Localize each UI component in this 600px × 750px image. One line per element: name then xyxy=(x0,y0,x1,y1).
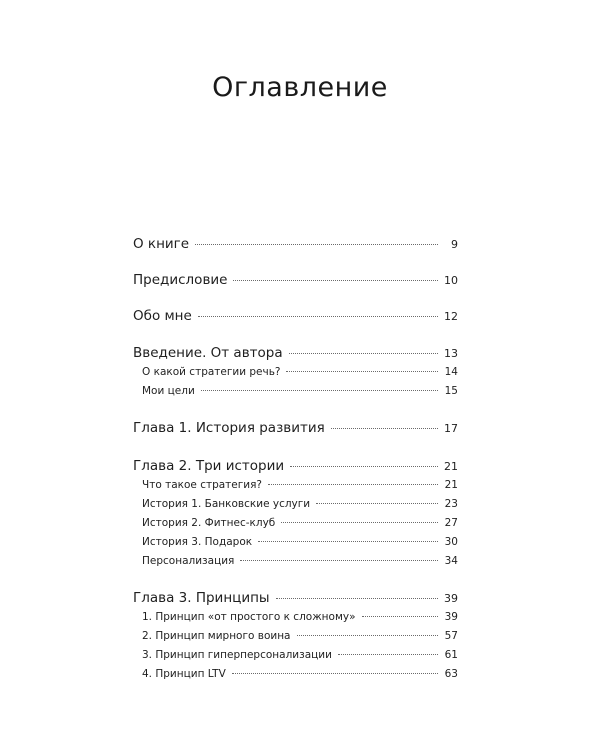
toc-subentry[interactable] xyxy=(142,517,458,529)
page-title: Оглавление xyxy=(212,72,388,103)
toc-subentry-label: 1. Принцип «от простого к сложному» xyxy=(142,611,356,623)
toc-subentry-page: 21 xyxy=(444,479,458,491)
dot-leader xyxy=(258,541,438,542)
toc-subentry-page: 39 xyxy=(444,611,458,623)
dot-leader xyxy=(289,353,438,354)
dot-leader xyxy=(286,371,438,372)
toc-entry[interactable] xyxy=(133,308,458,324)
toc-subentry-label: Персонализация xyxy=(142,555,235,567)
dot-leader xyxy=(232,673,438,674)
dot-leader xyxy=(268,484,438,485)
toc-subentry-label: Что такое стратегия? xyxy=(142,479,262,491)
toc-subentry[interactable] xyxy=(142,611,458,623)
toc-subentry[interactable] xyxy=(142,649,458,661)
toc-entry[interactable] xyxy=(133,345,458,361)
dot-leader xyxy=(290,466,438,467)
toc-subentry-label: История 1. Банковские услуги xyxy=(142,498,311,510)
dot-leader xyxy=(233,280,438,281)
toc-subentry-label: История 3. Подарок xyxy=(142,536,253,548)
toc-subentry-label: 3. Принцип гиперперсонализации xyxy=(142,649,332,661)
toc-subentry[interactable] xyxy=(142,498,458,510)
toc-subentry[interactable] xyxy=(142,555,458,567)
toc-subentry[interactable] xyxy=(142,366,458,378)
toc-subentry-label: 4. Принцип LTV xyxy=(142,668,226,680)
toc-entry-page: 39 xyxy=(444,592,458,605)
toc-entry-label: Глава 3. Принципы xyxy=(133,590,270,606)
toc-subentry-label: Мои цели xyxy=(142,385,195,397)
dot-leader xyxy=(316,503,438,504)
dot-leader xyxy=(201,390,438,391)
toc-subentry-label: История 2. Фитнес-клуб xyxy=(142,517,276,529)
dot-leader xyxy=(240,560,438,561)
toc-entry[interactable] xyxy=(133,590,458,606)
toc-subentry-page: 61 xyxy=(444,649,458,661)
dot-leader xyxy=(331,428,438,429)
toc-entry[interactable] xyxy=(133,458,458,474)
toc-entry-label: О книге xyxy=(133,236,190,252)
toc-subentry-label: О какой стратегии речь? xyxy=(142,366,281,378)
dot-leader xyxy=(297,635,439,636)
toc-entry-page: 21 xyxy=(444,460,458,473)
toc-subentry[interactable] xyxy=(142,536,458,548)
toc-entry[interactable] xyxy=(133,420,458,436)
toc-entry-page: 13 xyxy=(444,347,458,360)
dot-leader xyxy=(362,616,438,617)
dot-leader xyxy=(195,244,438,245)
toc-subentry-page: 23 xyxy=(444,498,458,510)
toc-entry-page: 17 xyxy=(444,422,458,435)
toc-subentry[interactable] xyxy=(142,385,458,397)
toc-subentry-label: 2. Принцип мирного воина xyxy=(142,630,291,642)
toc-entry[interactable] xyxy=(133,236,458,252)
toc-subentry-page: 63 xyxy=(444,668,458,680)
toc-entry-label: Глава 2. Три истории xyxy=(133,458,285,474)
dot-leader xyxy=(281,522,438,523)
toc-entry-page: 12 xyxy=(444,310,458,323)
toc-subentry-page: 57 xyxy=(444,630,458,642)
dot-leader xyxy=(198,316,438,317)
toc-subentry[interactable] xyxy=(142,479,458,491)
toc-subentry[interactable] xyxy=(142,668,458,680)
toc-entry-page: 9 xyxy=(451,238,458,251)
dot-leader xyxy=(276,598,438,599)
toc-entry-page: 10 xyxy=(444,274,458,287)
toc-entry-label: Обо мне xyxy=(133,308,192,324)
toc-subentry-page: 34 xyxy=(444,555,458,567)
dot-leader xyxy=(338,654,438,655)
toc-subentry-page: 27 xyxy=(444,517,458,529)
toc-entry-label: Глава 1. История развития xyxy=(133,420,325,436)
toc-subentry-page: 14 xyxy=(444,366,458,378)
toc-entry-label: Введение. От автора xyxy=(133,345,283,361)
toc-entry-label: Предисловие xyxy=(133,272,228,288)
toc-subentry-page: 30 xyxy=(444,536,458,548)
toc-subentry-page: 15 xyxy=(444,385,458,397)
toc-subentry[interactable] xyxy=(142,630,458,642)
toc-entry[interactable] xyxy=(133,272,458,288)
